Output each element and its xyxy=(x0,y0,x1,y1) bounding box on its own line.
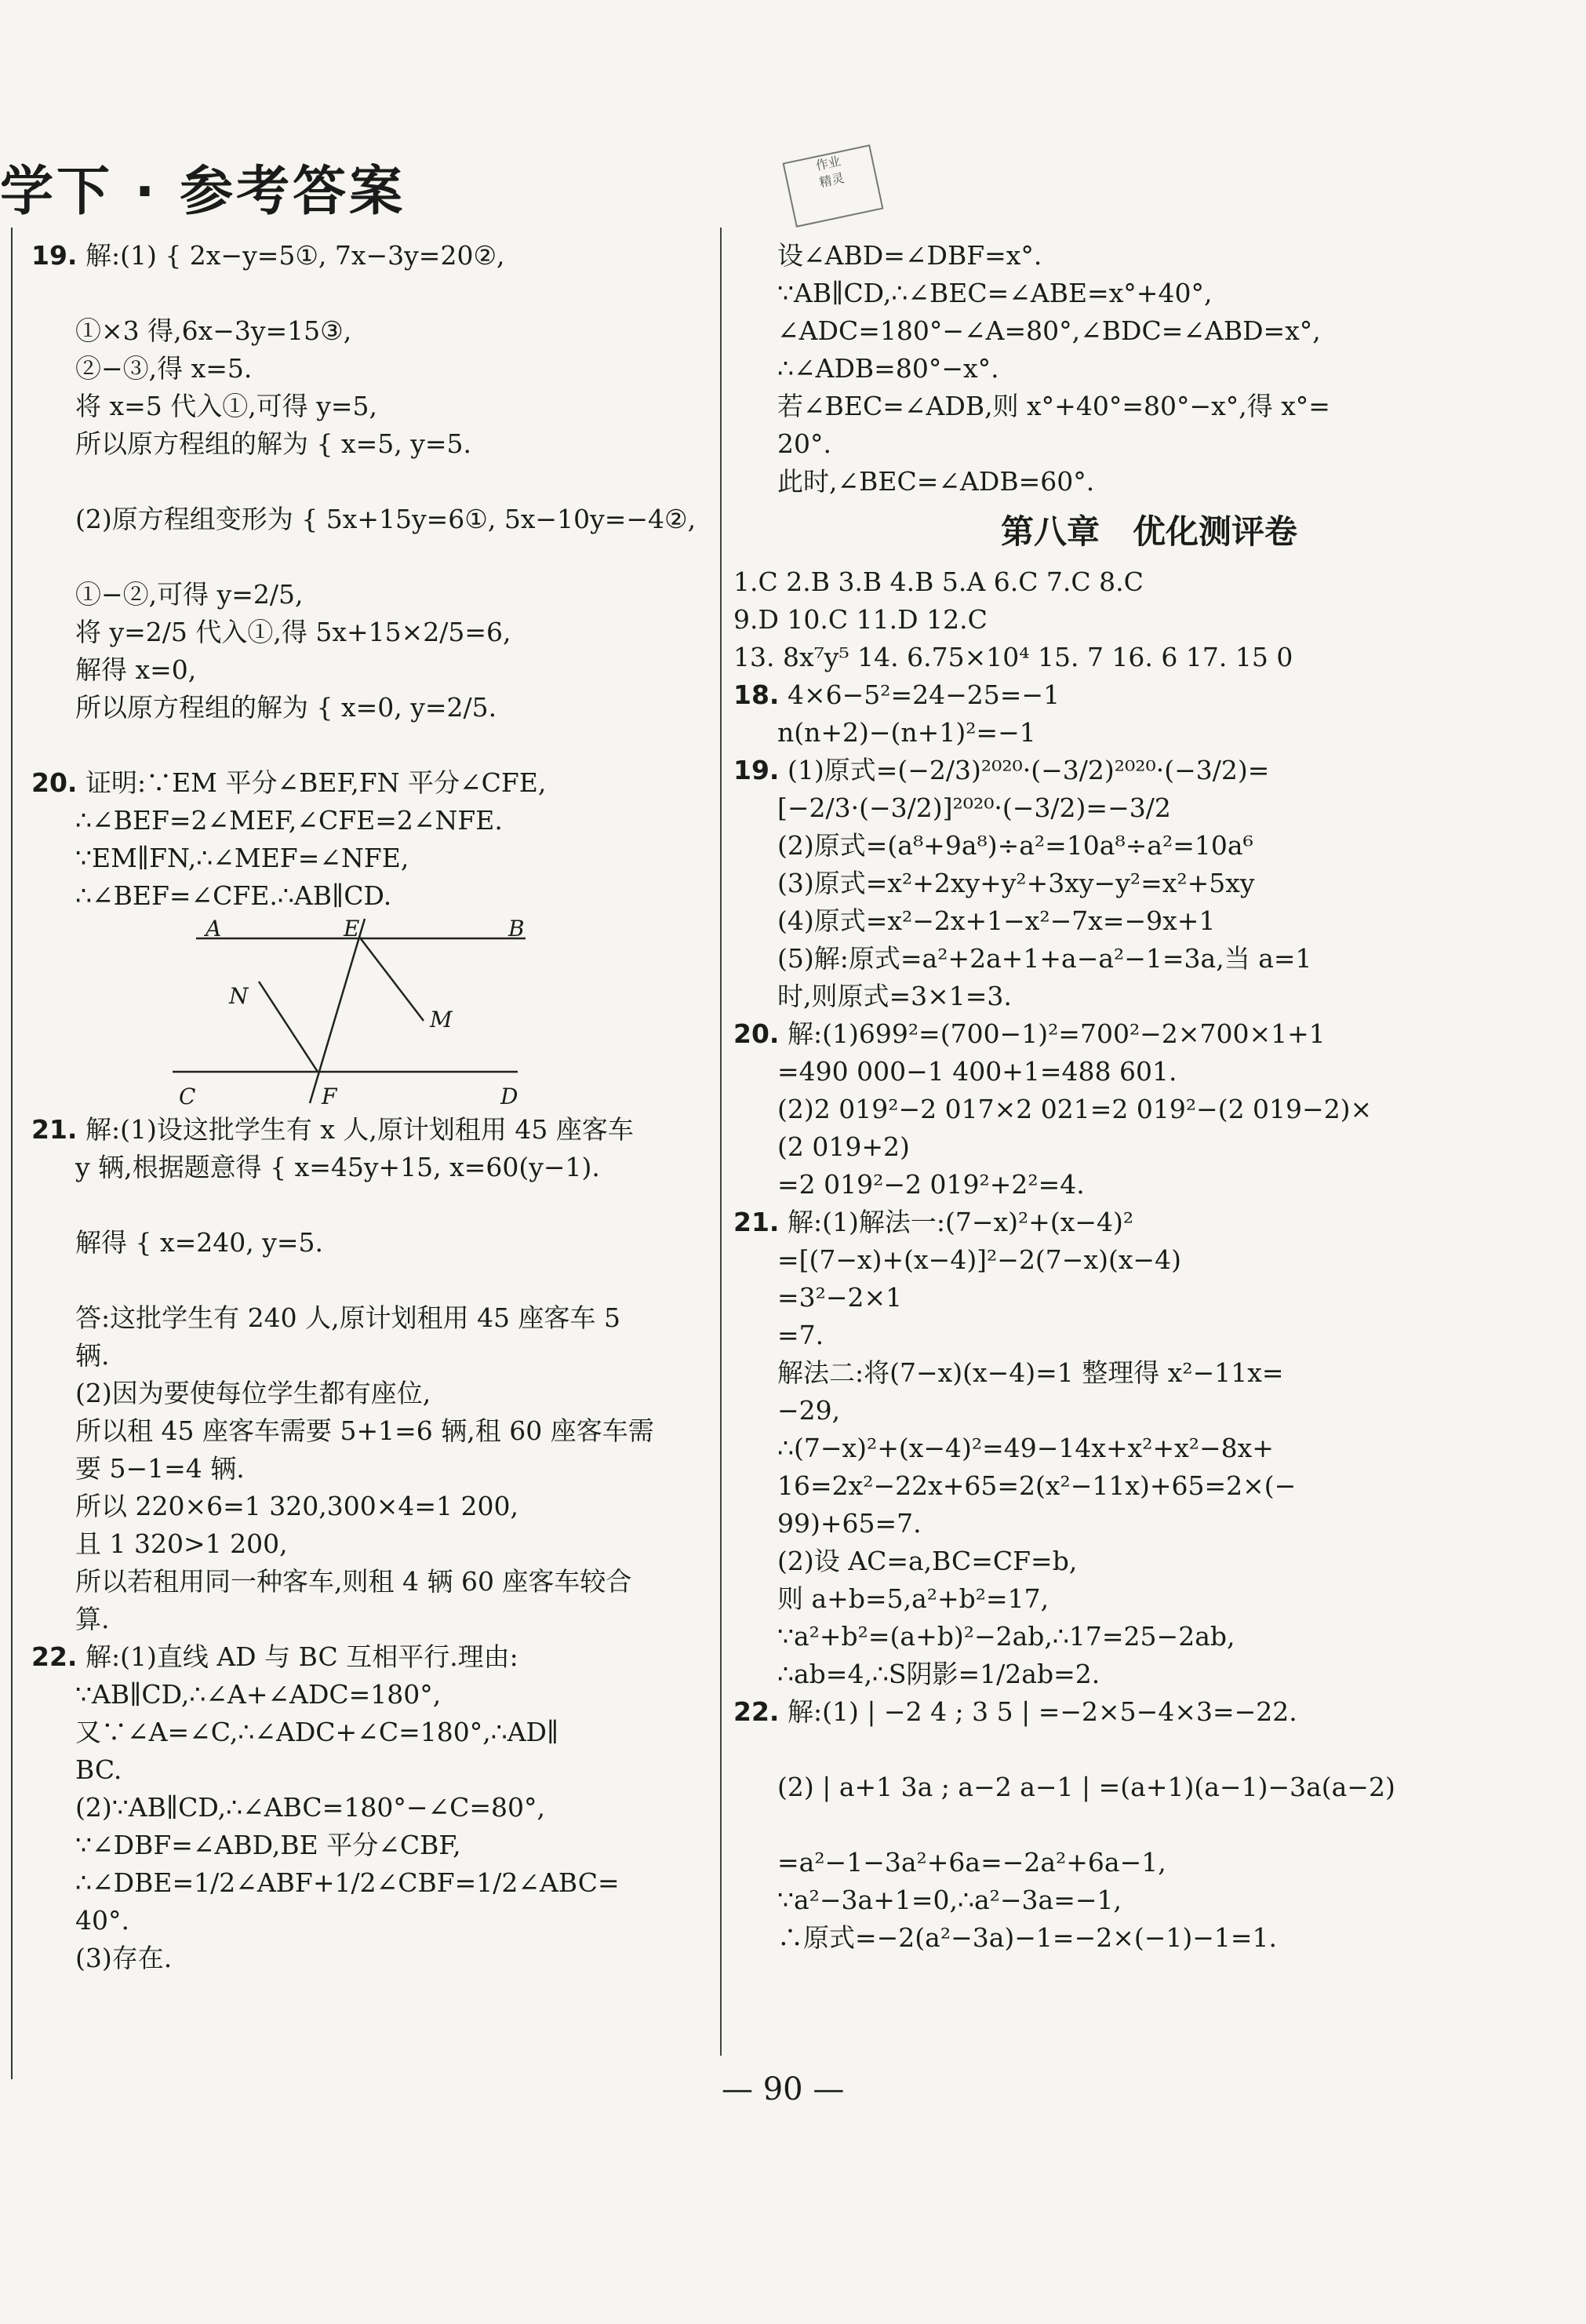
answer-line xyxy=(733,1317,1565,1354)
answer-text: 解:(1) | −2 4 ; 3 5 | =−2×5−4×3=−22. xyxy=(787,1696,1297,1727)
answer-text: (3)存在. xyxy=(75,1943,173,1973)
answer-line xyxy=(733,1919,1565,1957)
answer-text: (4)原式=x²−2x+1−x²−7x=−9x+1 xyxy=(777,905,1216,936)
answer-line xyxy=(31,1299,706,1337)
answer-line xyxy=(31,1827,706,1864)
answer-text: =2 019²−2 019²+2²=4. xyxy=(777,1169,1085,1200)
answer-text: 将 y=2/5 代入①,得 5x+15×2/5=6, xyxy=(75,617,511,647)
answer-line xyxy=(733,1241,1565,1279)
answer-text: (2)设 AC=a,BC=CF=b, xyxy=(777,1546,1078,1576)
answer-text: (2) | a+1 3a ; a−2 a−1 | =(a+1)(a−1)−3a(a−2) xyxy=(777,1772,1395,1802)
answer-text: 算. xyxy=(75,1604,110,1634)
answer-text: 又∵∠A=∠C,∴∠ADC+∠C=180°,∴AD∥ xyxy=(75,1717,559,1747)
answer-text: (3)原式=x²+2xy+y²+3xy−y²=x²+5xy xyxy=(777,868,1255,898)
label-C: C xyxy=(179,1084,196,1109)
answer-text: ∵∠DBF=∠ABD,BE 平分∠CBF, xyxy=(75,1830,461,1860)
answer-line xyxy=(733,1204,1565,1241)
answer-line xyxy=(733,714,1565,752)
answer-text: ∵a²+b²=(a+b)²−2ab,∴17=25−2ab, xyxy=(777,1621,1235,1652)
label-M: M xyxy=(430,1007,453,1033)
page-number: — 90 — xyxy=(722,2071,845,2107)
answer-line xyxy=(31,1488,706,1525)
answer-text: ∴(7−x)²+(x−4)²=49−14x+x²+x²−8x+ xyxy=(777,1433,1274,1463)
answer-text: 99)+65=7. xyxy=(777,1508,922,1539)
answer-line xyxy=(733,1166,1565,1204)
answer-text: 要 5−1=4 辆. xyxy=(75,1453,245,1484)
answer-line xyxy=(733,978,1565,1015)
answer-line xyxy=(31,1525,706,1563)
answer-line xyxy=(733,425,1565,463)
answer-text: ∴∠DBE=1/2∠ABF+1/2∠CBF=1/2∠ABC= xyxy=(75,1867,620,1898)
answer-text: BC. xyxy=(75,1754,122,1785)
answer-line xyxy=(31,1149,706,1224)
answer-text: (2)∵AB∥CD,∴∠ABC=180°−∠C=80°, xyxy=(75,1792,545,1823)
answer-line xyxy=(31,1902,706,1940)
answer-text: 所以原方程组的解为 { x=5, y=5. xyxy=(75,428,471,459)
answer-text: ∴∠ADB=80°−x°. xyxy=(777,353,999,384)
answer-line xyxy=(31,237,706,312)
figure-svg xyxy=(165,915,557,1111)
label-E: E xyxy=(344,916,360,942)
answer-line xyxy=(733,1015,1565,1053)
answer-line xyxy=(31,1412,706,1450)
answer-text: ∵a²−3a+1=0,∴a²−3a=−1, xyxy=(777,1885,1122,1915)
answer-text: (1)原式=(−2/3)²⁰²⁰·(−3/2)²⁰²⁰·(−3/2)= xyxy=(787,755,1270,785)
answer-text: ∴∠BEF=2∠MEF,∠CFE=2∠NFE. xyxy=(75,805,503,836)
answer-text: 解:(1)设这批学生有 x 人,原计划租用 45 座客车 xyxy=(85,1114,634,1145)
answer-text: 所以原方程组的解为 { x=0, y=2/5. xyxy=(75,692,497,723)
answer-text: =3²−2×1 xyxy=(777,1282,903,1313)
answer-text: 解法二:将(7−x)(x−4)=1 整理得 x²−11x= xyxy=(777,1357,1284,1388)
answer-text: 设∠ABD=∠DBF=x°. xyxy=(777,240,1042,271)
answer-line xyxy=(733,789,1565,827)
answer-line xyxy=(733,1091,1565,1128)
answer-line xyxy=(31,1601,706,1638)
left-column xyxy=(31,237,706,1977)
answer-line xyxy=(733,388,1565,425)
question-number: 22. xyxy=(31,1641,78,1672)
answer-text: [−2/3·(−3/2)]²⁰²⁰·(−3/2)=−3/2 xyxy=(777,792,1171,823)
answer-line xyxy=(733,1354,1565,1392)
answer-line xyxy=(733,752,1565,789)
answer-line xyxy=(31,802,706,840)
answer-line xyxy=(733,1430,1565,1467)
answer-text: 所以 220×6=1 320,300×4=1 200, xyxy=(75,1491,518,1521)
answer-line xyxy=(31,764,706,802)
answer-text: 时,则原式=3×1=3. xyxy=(777,981,1012,1011)
answer-line xyxy=(31,501,706,576)
question-number: 19. xyxy=(31,240,78,271)
page-header-title: 学下 · 参考答案 xyxy=(0,161,406,223)
label-N: N xyxy=(229,983,249,1009)
parallel-lines-figure xyxy=(165,915,557,1111)
column-divider xyxy=(720,228,722,2056)
label-F: F xyxy=(322,1084,337,1109)
question-number: 19. xyxy=(733,755,780,785)
answer-text: 此时,∠BEC=∠ADB=60°. xyxy=(777,466,1095,497)
answer-line xyxy=(31,1337,706,1375)
answer-text: 解:(1)直线 AD 与 BC 互相平行.理由: xyxy=(85,1641,518,1672)
label-B: B xyxy=(508,916,525,942)
answer-line xyxy=(733,1467,1565,1505)
answer-line xyxy=(733,275,1565,312)
answer-line xyxy=(733,865,1565,902)
answer-text: −29, xyxy=(777,1395,841,1426)
answer-text: ∠ADC=180°−∠A=80°,∠BDC=∠ABD=x°, xyxy=(777,315,1321,346)
answer-text: ∴∠BEF=∠CFE.∴AB∥CD. xyxy=(75,880,392,911)
answer-row-1: 1.C 2.B 3.B 4.B 5.A 6.C 7.C 8.C xyxy=(733,566,1144,597)
answer-line xyxy=(733,827,1565,865)
answer-text: =7. xyxy=(777,1320,824,1350)
answer-line xyxy=(31,312,706,350)
answer-line xyxy=(733,1128,1565,1166)
answer-text: 解:(1) { 2x−y=5①, 7x−3y=20②, xyxy=(85,240,505,271)
answer-text: (2)原式=(a⁸+9a⁸)÷a²=10a⁸÷a²=10a⁶ xyxy=(777,830,1253,861)
answer-text: 若∠BEC=∠ADB,则 x°+40°=80°−x°,得 x°= xyxy=(777,391,1330,421)
chapter-title: 第八章 优化测评卷 xyxy=(1000,512,1297,551)
answer-text: 20°. xyxy=(777,428,831,459)
answer-line xyxy=(31,877,706,915)
answer-line xyxy=(733,463,1565,501)
answer-line xyxy=(31,651,706,689)
answer-line xyxy=(733,1768,1565,1844)
answer-line xyxy=(31,1676,706,1714)
answer-text: 解得 { x=240, y=5. xyxy=(75,1227,323,1258)
answer-text: 辆. xyxy=(75,1340,110,1371)
answer-text: (2)2 019²−2 017×2 021=2 019²−(2 019−2)× xyxy=(777,1094,1373,1124)
answer-line xyxy=(31,1751,706,1789)
question-number: 18. xyxy=(733,679,780,710)
answer-line xyxy=(31,840,706,877)
answer-line xyxy=(31,1111,706,1149)
answer-text: ①−②,可得 y=2/5, xyxy=(75,579,304,610)
answer-line xyxy=(733,350,1565,388)
answer-line xyxy=(733,312,1565,350)
answer-text: ∵EM∥FN,∴∠MEF=∠NFE, xyxy=(75,843,409,873)
label-D: D xyxy=(500,1084,518,1109)
answer-line xyxy=(31,388,706,425)
answer-text: ∴原式=−2(a²−3a)−1=−2×(−1)−1=1. xyxy=(777,1922,1278,1953)
answer-row-2: 9.D 10.C 11.D 12.C xyxy=(733,604,988,635)
answer-text: 解:(1)解法一:(7−x)²+(x−4)² xyxy=(787,1207,1134,1237)
answer-text: 4×6−5²=24−25=−1 xyxy=(787,679,1060,710)
answer-line xyxy=(31,425,706,501)
answer-text: (5)解:原式=a²+2a+1+a−a²−1=3a,当 a=1 xyxy=(777,943,1312,974)
answer-line xyxy=(31,1789,706,1827)
answer-line xyxy=(31,1864,706,1902)
answer-text: 解:(1)699²=(700−1)²=700²−2×700×1+1 xyxy=(787,1018,1326,1049)
answer-line xyxy=(733,902,1565,940)
answer-line xyxy=(733,1279,1565,1317)
answer-line xyxy=(31,350,706,388)
answer-line xyxy=(733,1656,1565,1693)
question-number: 22. xyxy=(733,1696,780,1727)
answer-text: (2)原方程组变形为 { 5x+15y=6①, 5x−10y=−4②, xyxy=(75,504,697,534)
answer-text: ∴ab=4,∴S阴影=1/2ab=2. xyxy=(777,1659,1100,1689)
question-number: 20. xyxy=(31,767,78,798)
question-number: 21. xyxy=(31,1114,78,1145)
answer-line xyxy=(733,940,1565,978)
answer-text: 且 1 320>1 200, xyxy=(75,1528,288,1559)
answer-line xyxy=(31,1450,706,1488)
answer-text: y 辆,根据题意得 { x=45y+15, x=60(y−1). xyxy=(75,1152,600,1182)
question-number: 21. xyxy=(733,1207,780,1237)
answer-line xyxy=(31,1940,706,1977)
answer-line xyxy=(733,1392,1565,1430)
answer-text: ∵AB∥CD,∴∠BEC=∠ABE=x°+40°, xyxy=(777,278,1213,308)
answer-text: ②−③,得 x=5. xyxy=(75,353,253,384)
answer-text: =490 000−1 400+1=488 601. xyxy=(777,1056,1177,1087)
answer-line xyxy=(31,614,706,651)
answer-line xyxy=(733,237,1565,275)
answer-line xyxy=(733,1580,1565,1618)
answer-line xyxy=(31,1638,706,1676)
answer-row-3: 13. 8x⁷y⁵ 14. 6.75×10⁴ 15. 7 16. 6 17. 15 0 xyxy=(733,642,1293,672)
answer-line xyxy=(733,1844,1565,1881)
answer-text: 答:这批学生有 240 人,原计划租用 45 座客车 5 xyxy=(75,1302,621,1333)
answer-text: 解得 x=0, xyxy=(75,654,197,685)
answer-line xyxy=(733,1505,1565,1543)
watermark-stamp xyxy=(783,144,884,228)
answer-text: n(n+2)−(n+1)²=−1 xyxy=(777,717,1036,748)
answer-text: (2 019+2) xyxy=(777,1131,910,1162)
answer-line xyxy=(31,576,706,614)
right-column xyxy=(733,237,1565,1957)
answer-line xyxy=(31,1714,706,1751)
answer-text: ∵AB∥CD,∴∠A+∠ADC=180°, xyxy=(75,1679,442,1710)
answer-line xyxy=(31,1224,706,1299)
answer-text: 将 x=5 代入①,可得 y=5, xyxy=(75,391,377,421)
answer-text: =a²−1−3a²+6a=−2a²+6a−1, xyxy=(777,1847,1166,1878)
answer-line xyxy=(31,1563,706,1601)
answer-line xyxy=(31,689,706,764)
question-number: 20. xyxy=(733,1018,780,1049)
stamp-line-1: 作业 xyxy=(814,153,842,173)
answer-line xyxy=(733,1693,1565,1768)
answer-text: 所以租 45 座客车需要 5+1=6 辆,租 60 座客车需 xyxy=(75,1415,654,1446)
answer-text: 则 a+b=5,a²+b²=17, xyxy=(777,1583,1049,1614)
answer-line xyxy=(733,1053,1565,1091)
answer-text: 16=2x²−22x+65=2(x²−11x)+65=2×(− xyxy=(777,1470,1297,1501)
answer-line xyxy=(733,1618,1565,1656)
left-margin-rule xyxy=(11,228,13,2079)
answer-text: ①×3 得,6x−3y=15③, xyxy=(75,315,352,346)
answer-text: (2)因为要使每位学生都有座位, xyxy=(75,1378,431,1408)
answer-line xyxy=(733,1543,1565,1580)
stamp-line-2: 精灵 xyxy=(817,170,846,191)
answer-text: 40°. xyxy=(75,1905,129,1936)
answer-text: =[(7−x)+(x−4)]²−2(7−x)(x−4) xyxy=(777,1244,1181,1275)
answer-text: 所以若租用同一种客车,则租 4 辆 60 座客车较合 xyxy=(75,1566,632,1597)
answer-line xyxy=(31,1375,706,1412)
answer-line xyxy=(733,676,1565,714)
answer-text: 证明:∵EM 平分∠BEF,FN 平分∠CFE, xyxy=(85,767,547,798)
answer-line xyxy=(733,1881,1565,1919)
label-A: A xyxy=(206,916,222,942)
